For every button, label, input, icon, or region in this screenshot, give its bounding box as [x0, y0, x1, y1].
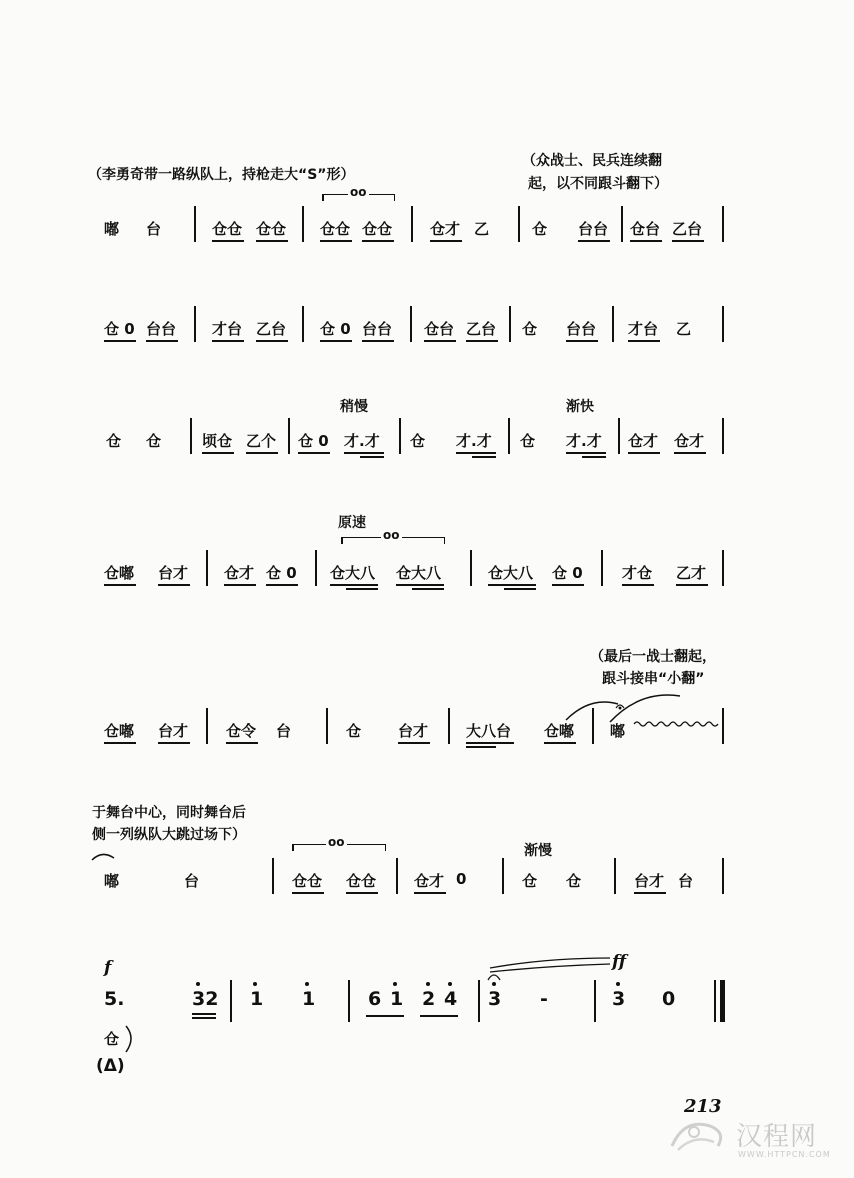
barline — [272, 858, 274, 894]
octave-dot — [616, 982, 620, 986]
underline — [256, 240, 288, 242]
syllable: 仓 0 — [320, 320, 351, 338]
jianpu-note: 0 — [662, 988, 676, 1010]
underline — [346, 588, 378, 590]
underline — [158, 584, 190, 586]
underline — [488, 584, 536, 586]
final-barline-thin — [714, 980, 716, 1022]
barline — [396, 858, 398, 894]
underline — [360, 456, 384, 458]
syllable: 仓 — [522, 872, 538, 890]
barline — [509, 306, 511, 342]
underline — [330, 584, 378, 586]
tie-curve — [90, 848, 120, 868]
barline — [621, 206, 623, 242]
syllable: 仓嘟 — [544, 722, 575, 740]
jianpu-note: 4 — [444, 988, 458, 1010]
syllable: 台台 — [566, 320, 597, 338]
barline — [722, 206, 724, 242]
dynamic-marking: f — [104, 958, 112, 978]
syllable: 仓 — [532, 220, 548, 238]
stage-direction-1: （李勇奇带一路纵队上，持枪走大“S”形） — [88, 167, 355, 183]
syllable: 仓 0 — [298, 432, 329, 450]
underline — [504, 588, 536, 590]
barline — [618, 418, 620, 454]
stage-direction-3-line1: （最后一战士翻起， — [590, 649, 716, 665]
syllable: 仓大八 — [330, 564, 376, 582]
jianpu-note: 1 — [250, 988, 264, 1010]
syllable: 仓台 — [630, 220, 661, 238]
underline — [298, 452, 330, 454]
underline — [578, 240, 610, 242]
fermata-icon — [486, 970, 502, 982]
underline — [212, 240, 244, 242]
underline — [292, 892, 324, 894]
underline — [466, 340, 498, 342]
syllable: 台 — [146, 220, 162, 238]
syllable: 顷仓 — [202, 432, 233, 450]
underline — [344, 452, 384, 454]
syllable: 仓大八 — [396, 564, 442, 582]
underline — [628, 340, 660, 342]
barline — [470, 550, 472, 586]
jianpu-note: 1 — [302, 988, 316, 1010]
jianpu-note: - — [540, 988, 548, 1010]
underline — [566, 340, 598, 342]
syllable: 才仓 — [622, 564, 653, 582]
barline — [612, 306, 614, 342]
syllable: 仓 — [106, 432, 122, 450]
underline — [628, 452, 660, 454]
barline — [478, 980, 480, 1022]
underline — [424, 340, 456, 342]
underline — [552, 584, 584, 586]
barline — [190, 418, 192, 454]
barline — [206, 550, 208, 586]
syllable: 0 — [456, 870, 467, 888]
syllable: 台才 — [634, 872, 665, 890]
underline — [544, 742, 576, 744]
underline — [146, 340, 178, 342]
syllable: 才.才 — [344, 432, 380, 450]
syllable: 乙个 — [246, 432, 277, 450]
underline — [192, 1013, 216, 1015]
syllable: 大八台 — [466, 722, 512, 740]
repeat-bracket — [322, 185, 395, 201]
syllable: 仓 0 — [552, 564, 583, 582]
syllable: 仓仓 — [346, 872, 377, 890]
syllable: 仓 0 — [104, 320, 135, 338]
barline — [722, 858, 724, 894]
bracket-label: oo — [328, 835, 345, 849]
underline — [398, 742, 430, 744]
tempo-marking: 原速 — [338, 515, 366, 531]
syllable: 仓嘟 — [104, 722, 135, 740]
dynamic-marking: ff — [612, 952, 627, 972]
crescendo-hairpin — [486, 954, 616, 980]
underline — [630, 240, 662, 242]
syllable: 台台 — [362, 320, 393, 338]
syllable: 仓仓 — [362, 220, 393, 238]
syllable: 仓台 — [424, 320, 455, 338]
underline — [634, 892, 666, 894]
syllable: 仓才 — [674, 432, 705, 450]
underline — [412, 588, 444, 590]
jianpu-note: 1 — [390, 988, 404, 1010]
tempo-marking: 渐慢 — [524, 843, 552, 859]
barline — [302, 206, 304, 242]
syllable: 仓才 — [628, 432, 659, 450]
octave-dot — [196, 982, 200, 986]
jianpu-note: 2 — [422, 988, 436, 1010]
octave-dot — [426, 982, 430, 986]
underline — [420, 1015, 458, 1017]
syllable: 嘟 — [104, 220, 120, 238]
underline — [466, 746, 496, 748]
syllable: 才.才 — [456, 432, 492, 450]
barline — [722, 306, 724, 342]
barline — [722, 550, 724, 586]
underline — [472, 456, 496, 458]
syllable: 才台 — [628, 320, 659, 338]
syllable: 台 — [276, 722, 292, 740]
syllable: 台才 — [398, 722, 429, 740]
syllable: 仓 — [520, 432, 536, 450]
page-number: 213 — [684, 1096, 722, 1117]
underline — [202, 452, 234, 454]
syllable: 仓 — [346, 722, 362, 740]
barline — [230, 980, 232, 1022]
underline — [246, 452, 278, 454]
syllable: 仓 — [566, 872, 582, 890]
syllable: 台才 — [158, 722, 189, 740]
underline — [430, 240, 462, 242]
syllable: 仓仓 — [320, 220, 351, 238]
marker-symbol: (Δ) — [96, 1056, 125, 1076]
syllable: 仓仓 — [292, 872, 323, 890]
octave-dot — [253, 982, 257, 986]
tempo-marking: 稍慢 — [340, 399, 368, 415]
barline — [288, 418, 290, 454]
barline — [194, 206, 196, 242]
barline — [448, 708, 450, 744]
underline — [566, 452, 606, 454]
underline — [266, 584, 298, 586]
syllable: 仓才 — [414, 872, 445, 890]
octave-dot — [492, 982, 496, 986]
jianpu-note: 6 — [368, 988, 382, 1010]
octave-dot — [393, 982, 397, 986]
octave-dot — [305, 982, 309, 986]
syllable: 仓令 — [226, 722, 257, 740]
final-barline-thick — [720, 980, 725, 1022]
syllable: 仓才 — [430, 220, 461, 238]
barline — [302, 306, 304, 342]
syllable: 仓嘟 — [104, 564, 135, 582]
underline — [414, 892, 446, 894]
tempo-marking: 渐快 — [566, 399, 594, 415]
repeat-bracket — [341, 528, 445, 544]
syllable: 仓 — [410, 432, 426, 450]
underline — [366, 1015, 404, 1017]
closing-bracket-curve — [124, 1024, 138, 1054]
syllable: 乙 — [474, 220, 490, 238]
underline — [192, 1017, 216, 1019]
barline — [502, 858, 504, 894]
syllable: 乙才 — [676, 564, 707, 582]
underline — [104, 340, 136, 342]
tie-and-trill — [560, 688, 730, 740]
underline — [346, 892, 378, 894]
underline — [158, 742, 190, 744]
underline — [622, 584, 654, 586]
syllable: 仓 — [104, 1030, 120, 1048]
barline — [348, 980, 350, 1022]
syllable: 仓 — [146, 432, 162, 450]
jianpu-note: 3 — [612, 988, 626, 1010]
barline — [508, 418, 510, 454]
barline — [315, 550, 317, 586]
syllable: 台 — [184, 872, 200, 890]
jianpu-note: 5. — [104, 988, 125, 1010]
syllable: 台 — [678, 872, 694, 890]
syllable: 乙台 — [672, 220, 703, 238]
jianpu-note: 32 — [192, 988, 219, 1010]
underline — [676, 584, 708, 586]
watermark-url: WWW.HTTPCN.COM — [738, 1150, 831, 1159]
watermark-logo-icon — [664, 1112, 734, 1162]
syllable: 才台 — [212, 320, 243, 338]
syllable: 仓 0 — [266, 564, 297, 582]
barline — [411, 206, 413, 242]
stage-direction-4-line2: 侧一列纵队大跳过场下） — [92, 827, 246, 843]
repeat-bracket — [292, 835, 386, 851]
barline — [594, 980, 596, 1022]
stage-direction-3-line2: 跟斗接串“小翻” — [602, 671, 705, 687]
syllable: 仓仓 — [256, 220, 287, 238]
underline — [362, 340, 394, 342]
bracket-label: oo — [350, 185, 367, 199]
underline — [320, 240, 352, 242]
underline — [212, 340, 244, 342]
syllable: 乙 — [676, 320, 692, 338]
underline — [362, 240, 394, 242]
syllable: 乙台 — [256, 320, 287, 338]
syllable: 仓大八 — [488, 564, 534, 582]
stage-direction-2-line2: 起，以不同跟斗翻下） — [528, 176, 668, 192]
barline — [518, 206, 520, 242]
barline — [206, 708, 208, 744]
barline — [399, 418, 401, 454]
barline — [410, 306, 412, 342]
underline — [226, 742, 258, 744]
syllable: 仓 — [522, 320, 538, 338]
octave-dot — [448, 982, 452, 986]
syllable: 乙台 — [466, 320, 497, 338]
syllable: 台台 — [578, 220, 609, 238]
underline — [104, 742, 136, 744]
syllable: 嘟 — [104, 872, 120, 890]
syllable: 台才 — [158, 564, 189, 582]
syllable: 仓才 — [224, 564, 255, 582]
underline — [396, 584, 444, 586]
underline — [104, 584, 136, 586]
barline — [614, 858, 616, 894]
underline — [256, 340, 288, 342]
watermark-name: 汉程网 — [736, 1122, 818, 1152]
underline — [466, 742, 514, 744]
underline — [224, 584, 256, 586]
barline — [194, 306, 196, 342]
underline — [456, 452, 496, 454]
bracket-label: oo — [383, 528, 400, 542]
stage-direction-2-line1: （众战士、民兵连续翻 — [522, 153, 662, 169]
barline — [326, 708, 328, 744]
underline — [674, 452, 706, 454]
syllable: 仓仓 — [212, 220, 243, 238]
underline — [582, 456, 606, 458]
stage-direction-4-line1: 于舞台中心，同时舞台后 — [92, 805, 246, 821]
underline — [672, 240, 704, 242]
barline — [722, 418, 724, 454]
syllable: 台台 — [146, 320, 177, 338]
barline — [601, 550, 603, 586]
underline — [320, 340, 352, 342]
syllable: 嘟 — [610, 722, 626, 740]
jianpu-note: 3 — [488, 988, 502, 1010]
syllable: 才.才 — [566, 432, 602, 450]
